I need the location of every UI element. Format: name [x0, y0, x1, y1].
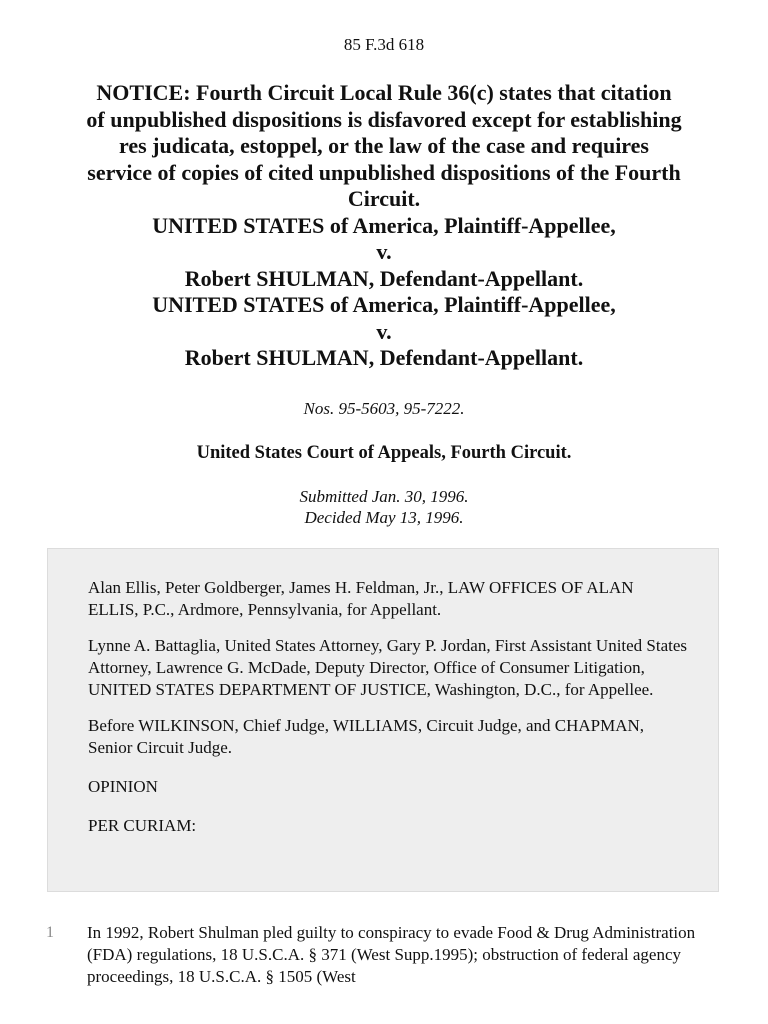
counsel-appellant: Alan Ellis, Peter Goldberger, James H. Feldman, Jr., LAW OFFICES OF ALAN ELLIS, P.C., Ardmore, Pennsylvania, for Appellant.	[88, 578, 634, 619]
notice-line: Circuit.	[347, 186, 421, 211]
caption-plaintiff: UNITED STATES of America, Plaintiff-Appellee,	[152, 212, 616, 238]
caption-plaintiff: UNITED STATES of America, Plaintiff-Appellee,	[152, 292, 616, 317]
case-heading	[40, 80, 728, 372]
per-curiam-label: PER CURIAM:	[88, 816, 197, 835]
docket-numbers: Nos. 95-5603, 95-7222.	[303, 399, 465, 418]
notice-line: NOTICE: Fourth Circuit Local Rule 36(c) states that citation	[96, 80, 672, 105]
paragraph-text: In 1992, Robert Shulman pled guilty to conspiracy to evade Food & Drug Administration (FDA) regulations, 18 U.S.C.A. § 371 (West Supp.1995); obstruction of federal agency proceedings, 18 U.S.C.A. § 1505 (West	[87, 923, 696, 986]
notice-line: of unpublished dispositions is disfavored except for establishing	[86, 106, 682, 132]
caption-versus: v.	[376, 239, 392, 264]
opinion-label: OPINION	[88, 777, 158, 796]
notice-line: service of copies of cited unpublished dispositions of the Fourth	[87, 159, 681, 185]
caption-defendant: Robert SHULMAN, Defendant-Appellant.	[184, 345, 584, 370]
counsel-panel	[47, 548, 719, 892]
counsel-panel-content	[88, 577, 688, 851]
paragraph-number: 1	[46, 924, 54, 941]
notice-line: res judicata, estoppel, or the law of the case and requires	[118, 133, 649, 158]
submitted-date: Submitted Jan. 30, 1996.	[299, 487, 469, 506]
counsel-appellee: Lynne A. Battaglia, United States Attorney, Gary P. Jordan, First Assistant United States Attorney, Lawrence G. McDade, Deputy Director, Office of Consumer Litigation, UNITED STATES DEPARTMENT OF JUSTICE, Washington, D.C., for Appellee.	[88, 636, 688, 699]
caption-versus: v.	[376, 318, 392, 344]
caption-defendant: Robert SHULMAN, Defendant-Appellant.	[184, 265, 584, 291]
judges-panel: Before WILKINSON, Chief Judge, WILLIAMS, Circuit Judge, and CHAPMAN, Senior Circuit Judge.	[88, 716, 645, 757]
case-dates	[0, 486, 768, 528]
decided-date: Decided May 13, 1996.	[304, 508, 464, 527]
case-citation: 85 F.3d 618	[343, 35, 425, 54]
court-name: United States Court of Appeals, Fourth Circuit.	[196, 443, 572, 463]
